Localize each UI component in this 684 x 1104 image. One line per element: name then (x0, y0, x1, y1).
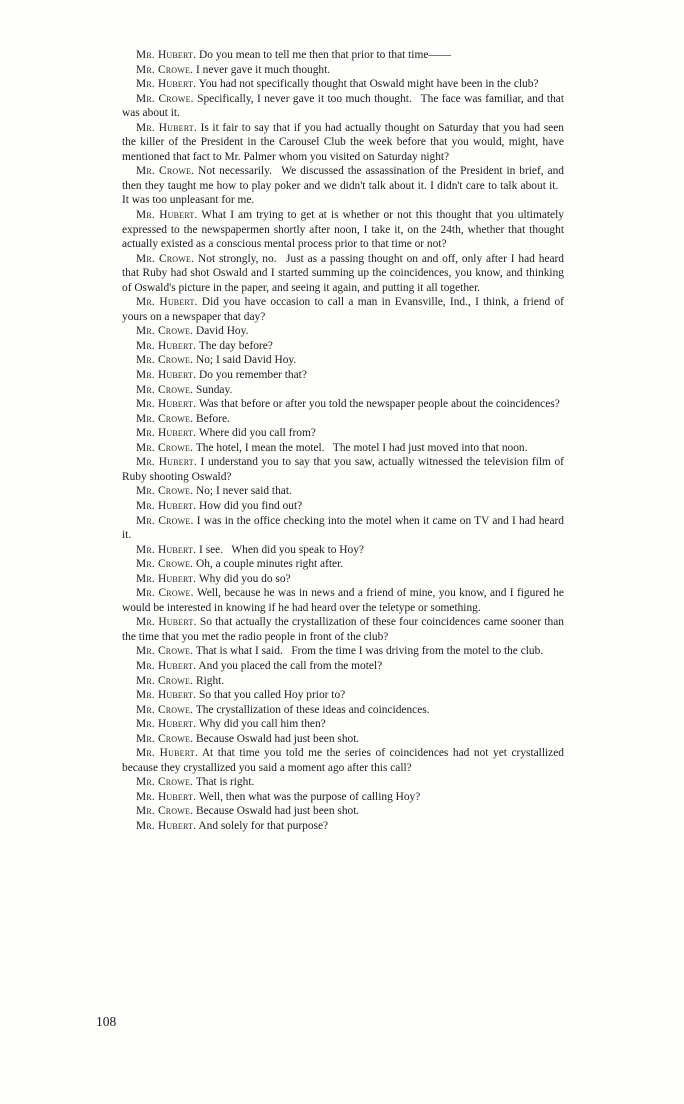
transcript-paragraph (122, 790, 564, 805)
speaker-text: Because Oswald had just been shot. (196, 805, 360, 818)
speaker-text: That is what I said. From the time I was driving from the motel to the club. (195, 645, 544, 658)
page-number: 108 (96, 1014, 117, 1029)
speaker-text: And solely for that purpose? (198, 819, 329, 832)
transcript-paragraph (122, 397, 564, 412)
transcript-paragraph (122, 164, 564, 208)
transcript-paragraph (122, 77, 564, 92)
transcript-paragraph (122, 775, 564, 790)
speaker-label: Mr. Hubert. (136, 790, 197, 803)
speaker-label: Mr. Crowe. (136, 645, 194, 658)
speaker-label: Mr. Crowe. (136, 383, 194, 396)
speaker-label: Mr. Crowe. (136, 703, 194, 716)
speaker-text: At that time you told me the series of coincidences had not yet crystallized because they crystallized you said a moment ago after this call? (122, 747, 564, 774)
speaker-text: Did you have occasion to call a man in Evansville, Ind., I think, a friend of yours on a newspaper that day? (122, 296, 564, 323)
speaker-label: Mr. Hubert. (136, 689, 197, 702)
speaker-label: Mr. Hubert. (136, 339, 197, 352)
speaker-label: Mr. Crowe. (136, 165, 195, 178)
speaker-text: I see. When did you speak to Hoy? (199, 543, 364, 556)
speaker-text: And you placed the call from the motel? (198, 659, 383, 672)
speaker-text: Right. (196, 674, 225, 687)
transcript-paragraph (122, 586, 564, 615)
speaker-label: Mr. Hubert. (136, 747, 198, 760)
speaker-text: That is right. (195, 776, 255, 789)
speaker-text: Do you remember that? (199, 369, 307, 382)
speaker-label: Mr. Hubert. (136, 456, 197, 469)
speaker-label: Mr. Hubert. (136, 78, 197, 91)
transcript-paragraph (122, 339, 564, 354)
transcript-paragraph (122, 659, 564, 674)
speaker-text: The hotel, I mean the motel. The motel I had just moved into that noon. (195, 441, 528, 454)
transcript-paragraph (122, 92, 564, 121)
speaker-label: Mr. Hubert. (136, 121, 197, 134)
speaker-label: Mr. Hubert. (136, 616, 197, 629)
speaker-label: Mr. Crowe. (136, 412, 194, 425)
speaker-label: Mr. Crowe. (136, 485, 194, 498)
speaker-text: Before. (196, 412, 230, 425)
speaker-text: Not necessarily. We discussed the assassination of the President in brief, and then they taught me how to play poker and we didn't talk about it. I didn't care to talk about it. It was too unpleasant for me. (122, 165, 565, 207)
transcript-paragraph (122, 804, 564, 819)
speaker-label: Mr. Crowe. (136, 92, 194, 105)
speaker-label: Mr. Hubert. (136, 209, 198, 222)
speaker-label: Mr. Crowe. (136, 732, 194, 745)
speaker-text: Why did you do so? (198, 572, 291, 585)
speaker-text: I understand you to say that you saw, actually witnessed the television film of Ruby shooting Oswald? (122, 456, 564, 483)
speaker-text: Is it fair to say that if you had actually thought on Saturday that you had seen the killer of the President in the Carousel Club the week before that you would, might, have mentioned that fact to Mr. Palmer whom you visited on Saturday night? (122, 121, 564, 163)
transcript-paragraph (122, 368, 564, 383)
speaker-label: Mr. Crowe. (136, 252, 195, 265)
speaker-label: Mr. Hubert. (136, 369, 197, 382)
speaker-text: What I am trying to get at is whether or not this thought that you ultimately expressed to the newspapermen shortly after noon, I take it, on the 24th, whether that thought actually existed as a conscious mental process prior to that time or not? (122, 209, 564, 251)
transcript-paragraph (122, 557, 564, 572)
speaker-text: The day before? (198, 339, 273, 352)
speaker-text: So that you called Hoy prior to? (199, 689, 346, 702)
transcript-paragraph (122, 688, 564, 703)
speaker-text: Do you mean to tell me then that prior to that time—— (199, 49, 452, 61)
speaker-text: Not strongly, no. Just as a passing thought on and off, only after I had heard that Ruby had shot Oswald and I started summing up the coincidences, you know, and thinking of Oswald's picture in the paper, and seeing it again, and putting it all together. (122, 252, 564, 294)
speaker-label: Mr. Crowe. (136, 776, 194, 789)
speaker-text: I never gave it much thought. (196, 63, 331, 76)
speaker-text: Was that before or after you told the newspaper people about the coincidences? (198, 398, 560, 411)
transcript-paragraph (122, 644, 564, 659)
speaker-label: Mr. Hubert. (136, 819, 197, 832)
transcript-body (122, 48, 564, 834)
speaker-label: Mr. Hubert. (136, 296, 198, 309)
transcript-paragraph (122, 746, 564, 775)
transcript-paragraph (122, 48, 564, 63)
transcript-paragraph (122, 252, 564, 296)
speaker-label: Mr. Hubert. (136, 398, 197, 411)
transcript-paragraph (122, 295, 564, 324)
transcript-paragraph (122, 412, 564, 427)
transcript-paragraph (122, 208, 564, 252)
transcript-paragraph (122, 615, 564, 644)
speaker-text: Specifically, I never gave it too much thought. The face was familiar, and that was about it. (122, 92, 564, 120)
transcript-paragraph (122, 572, 564, 587)
speaker-label: Mr. Crowe. (136, 674, 194, 687)
speaker-label: Mr. Hubert. (136, 543, 197, 556)
speaker-label: Mr. Hubert. (136, 49, 197, 61)
speaker-label: Mr. Crowe. (136, 441, 194, 454)
transcript-paragraph (122, 543, 564, 558)
transcript-paragraph (122, 353, 564, 368)
speaker-label: Mr. Hubert. (136, 572, 197, 585)
speaker-text: How did you find out? (199, 499, 303, 512)
transcript-paragraph (122, 499, 564, 514)
transcript-paragraph (122, 717, 564, 732)
speaker-label: Mr. Crowe. (136, 354, 194, 367)
speaker-label: Mr. Hubert. (136, 499, 197, 512)
transcript-paragraph (122, 674, 564, 689)
speaker-text: I was in the office checking into the motel when it came on TV and I had heard it. (122, 514, 564, 542)
speaker-label: Mr. Crowe. (136, 514, 194, 527)
speaker-label: Mr. Crowe. (136, 587, 194, 600)
speaker-text: Why did you call him then? (198, 718, 326, 731)
speaker-text: No; I never said that. (196, 485, 292, 498)
speaker-text: Well, because he was in news and a friend of mine, you know, and I figured he would be interested in knowing if he had heard over the teletype or something. (122, 587, 564, 614)
transcript-paragraph (122, 455, 564, 484)
speaker-text: Oh, a couple minutes right after. (196, 558, 344, 571)
transcript-paragraph (122, 426, 564, 441)
speaker-text: You had not specifically thought that Oswald might have been in the club? (198, 78, 539, 91)
speaker-text: No; I said David Hoy. (196, 354, 297, 367)
speaker-text: Well, then what was the purpose of calling Hoy? (198, 790, 421, 803)
speaker-label: Mr. Hubert. (136, 718, 197, 731)
speaker-text: So that actually the crystallization of these four coincidences came sooner than the time that you met the radio people in front of the club? (122, 616, 564, 643)
speaker-text: The crystallization of these ideas and coincidences. (195, 703, 430, 716)
transcript-paragraph (122, 484, 564, 499)
transcript-paragraph (122, 732, 564, 747)
transcript-paragraph (122, 383, 564, 398)
transcript-paragraph (122, 441, 564, 456)
transcript-paragraph (122, 63, 564, 78)
speaker-label: Mr. Crowe. (136, 325, 194, 338)
speaker-label: Mr. Crowe. (136, 558, 194, 571)
transcript-paragraph (122, 514, 564, 543)
transcript-paragraph (122, 703, 564, 718)
speaker-text: David Hoy. (196, 325, 249, 338)
transcript-paragraph (122, 324, 564, 339)
speaker-label: Mr. Crowe. (136, 805, 194, 818)
speaker-label: Mr. Hubert. (136, 427, 197, 440)
speaker-text: Because Oswald had just been shot. (196, 732, 360, 745)
speaker-text: Sunday. (196, 383, 233, 396)
speaker-text: Where did you call from? (198, 427, 316, 440)
transcript-paragraph (122, 121, 564, 165)
transcript-paragraph (122, 819, 564, 834)
speaker-label: Mr. Hubert. (136, 659, 197, 672)
speaker-label: Mr. Crowe. (136, 63, 194, 76)
